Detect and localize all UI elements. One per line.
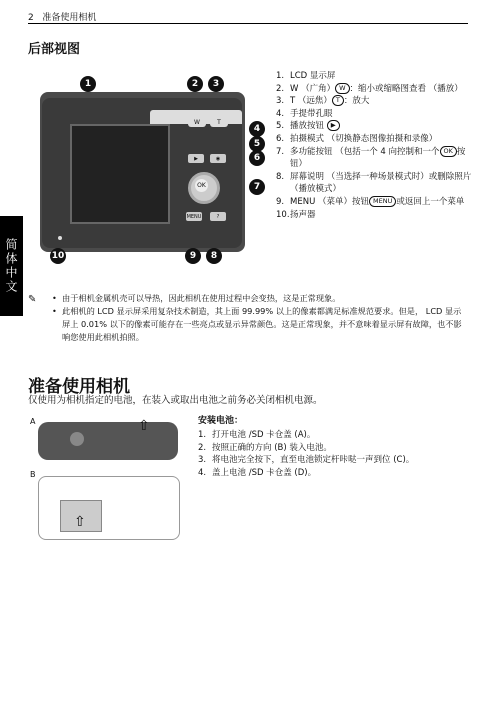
step-item: 2. 按照正确的方向 (B) 装入电池。	[198, 442, 332, 453]
install-title: 安装电池：	[198, 416, 244, 426]
menu-icon: MENU	[369, 196, 396, 207]
callout-10: 10	[50, 248, 66, 264]
install-steps	[198, 415, 478, 480]
callout-7: 7	[249, 179, 265, 195]
note-icon: ✎	[28, 294, 37, 305]
note-item: • 此相机的 LCD 显示屏采用复杂技术制造，其上面 99.99% 以上的像素都满足标准规范要求。但是， LCD 显示屏上 0.01% 以下的像素可能存在一些亮点或显示异常颜色。这是正常现象，并不意味着显示屏有故障，也不影响您使用此相机拍照。	[52, 306, 462, 342]
prep-intro: 仅使用为相机指定的电池，在装入或取出电池之前务必关闭相机电源。	[28, 395, 323, 406]
callout-9: 9	[185, 248, 201, 264]
list-item: 8. 屏幕说明 （当选择一种场景模式时）或删除照片 （播放模式）	[276, 171, 472, 195]
mode-button: ◉	[210, 154, 226, 163]
header-rule	[28, 23, 468, 24]
help-delete-button: ?	[210, 212, 226, 221]
page-number: 2	[28, 13, 34, 23]
step-item: 3. 将电池完全按下，直至电池锁定杆咔哒一声到位 (C)。	[198, 455, 415, 466]
list-item: 7. 多功能按钮 （包括一个 4 向控制和一个 OK 按钮）	[276, 146, 466, 170]
list-item: 1. LCD 显示屏	[276, 71, 336, 81]
figure-label-b: B	[30, 470, 36, 479]
notes	[28, 292, 468, 344]
insert-arrow-icon: ⇧	[74, 514, 86, 530]
ok-icon: OK	[440, 146, 457, 157]
callout-2: 2	[187, 76, 203, 92]
w-icon: W	[335, 83, 349, 94]
list-item: 9. MENU （菜单）按钮 MENU 或返回上一个菜单	[276, 196, 465, 207]
playback-button: ▶	[188, 154, 204, 163]
list-item: 3. T （远焦） T ：放大	[276, 96, 370, 107]
step-item: 1. 打开电池 /SD 卡仓盖 (A)。	[198, 429, 316, 440]
callout-3: 3	[208, 76, 224, 92]
menu-button: MENU	[186, 213, 202, 220]
t-button: T	[210, 119, 228, 127]
figure-label-a: A	[30, 417, 36, 426]
list-item: 4. 手提带孔眼	[276, 108, 333, 119]
callout-4: 4	[249, 121, 265, 137]
cover-open-arrow-icon: ⇧	[138, 418, 150, 434]
list-item: 6. 拍摄模式 （切换静态图像拍摄和录像）	[276, 133, 438, 144]
list-item: 5. 播放按钮 ▶	[276, 120, 476, 133]
battery-cover-illustration	[38, 422, 178, 460]
speaker-icon	[58, 236, 62, 240]
lcd-screen	[70, 124, 170, 224]
running-header	[28, 10, 96, 23]
tripod-socket-icon	[70, 432, 84, 446]
play-icon: ▶	[327, 120, 340, 131]
callout-1: 1	[80, 76, 96, 92]
parts-list	[276, 70, 476, 221]
ok-button: OK	[195, 179, 208, 192]
header-section: 准备使用相机	[42, 13, 97, 23]
t-icon: T	[332, 95, 344, 106]
list-item: 10. 扬声器	[276, 209, 316, 220]
w-button: W	[188, 119, 206, 127]
list-item: 2. W （广角） W ：缩小或缩略图查看 （播放）	[276, 83, 463, 94]
rear-view-title: 后部视图	[28, 42, 81, 57]
callout-6: 6	[249, 150, 265, 166]
step-item: 4. 盖上电池 /SD 卡仓盖 (D)。	[198, 468, 317, 479]
prep-title: 准备使用相机	[28, 377, 130, 397]
language-tab: 简体中文	[0, 216, 23, 316]
callout-5: 5	[249, 136, 265, 152]
note-item: • 由于相机金属机壳可以导热，因此相机在使用过程中会变热，这是正常现象。	[52, 293, 341, 303]
callout-8: 8	[206, 248, 222, 264]
